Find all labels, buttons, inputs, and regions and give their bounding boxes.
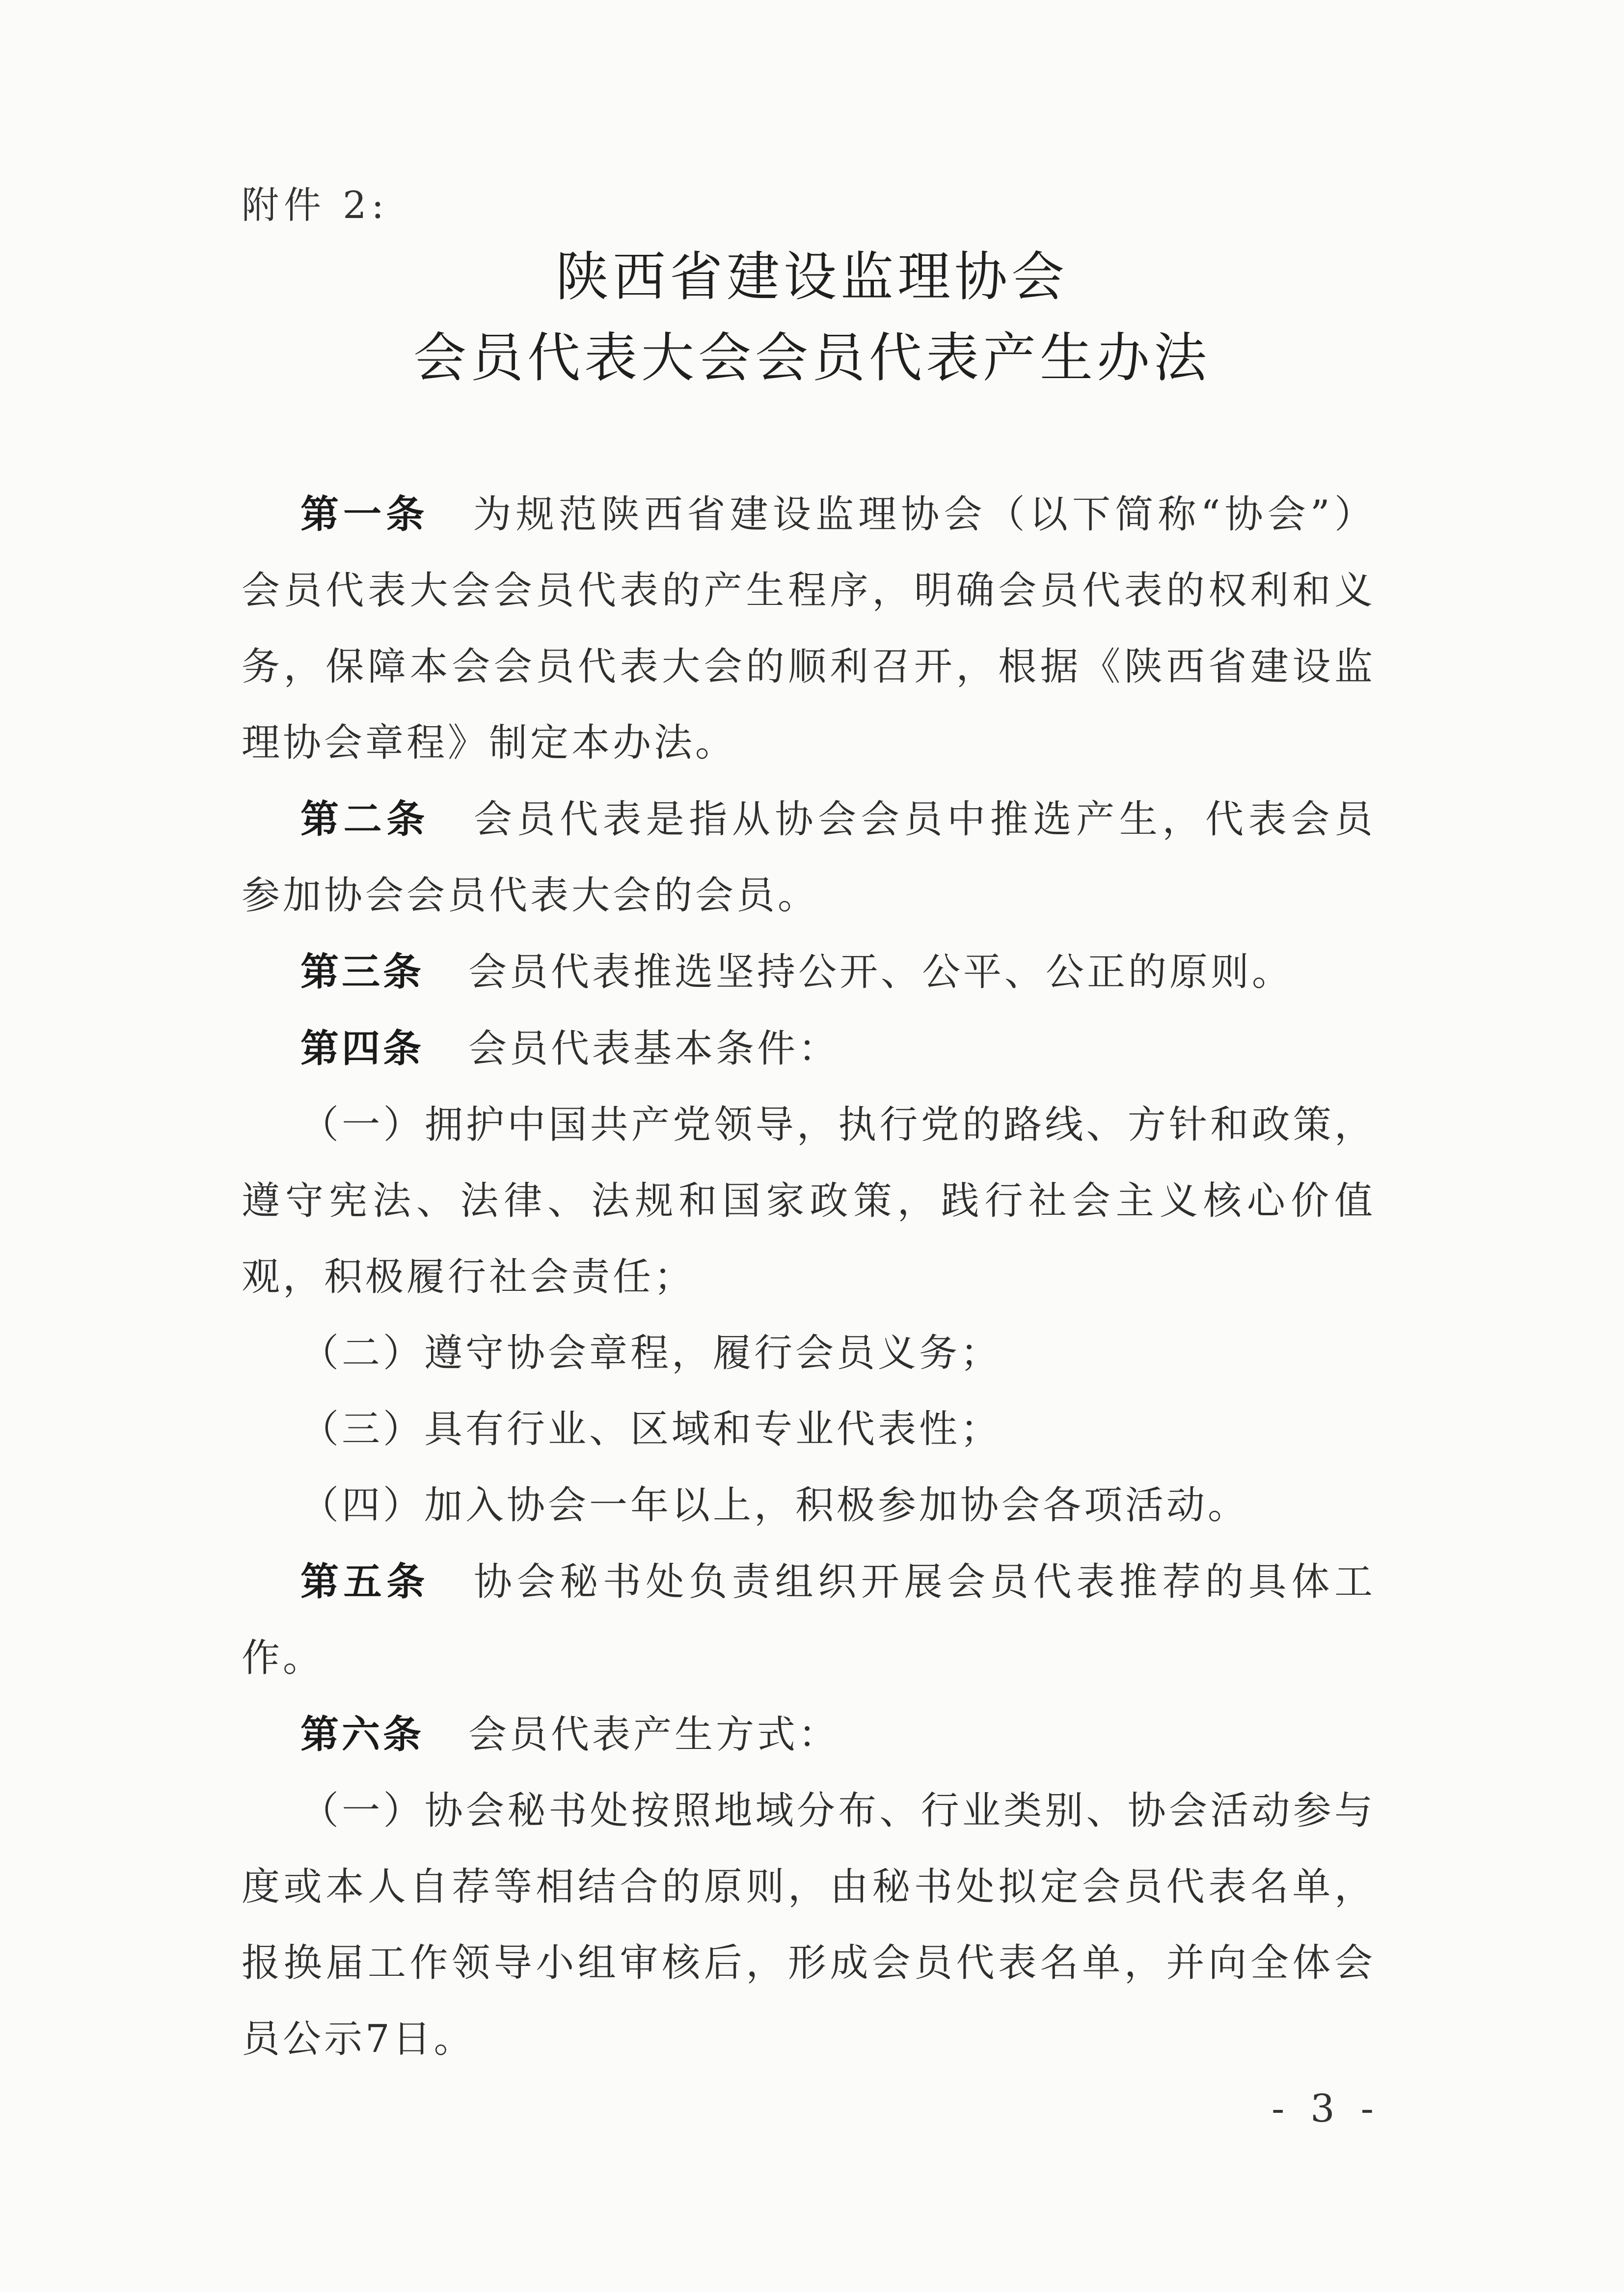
article-6 bbox=[242, 1696, 1376, 1773]
article-text: 会员代表是指从协会会员中推选产生，代表会员参加协会会员代表大会的会员。 bbox=[242, 797, 1376, 918]
attachment-label: 附件 2: bbox=[242, 183, 389, 227]
article-text: 会员代表推选坚持公开、公平、公正的原则。 bbox=[468, 950, 1294, 994]
article-number: 第五条 bbox=[300, 1559, 430, 1604]
article-number: 第四条 bbox=[300, 1026, 425, 1071]
document-body bbox=[242, 476, 1376, 2077]
condition-item: （二）遵守协会章程，履行会员义务； bbox=[300, 1331, 1002, 1375]
article-text: 为规范陕西省建设监理协会（以下简称“协会”）会员代表大会会员代表的产生程序，明确会员代表的权利和义务，保障本会会员代表大会的顺利召开，根据《陕西省建设监理协会章程》制定本办法。 bbox=[242, 492, 1376, 765]
article-text: 协会秘书处负责组织开展会员代表推荐的具体工作。 bbox=[242, 1560, 1376, 1680]
article-5 bbox=[242, 1544, 1376, 1696]
document-title-line-1: 陕西省建设监理协会 bbox=[555, 246, 1068, 308]
article-number: 第二条 bbox=[300, 797, 430, 842]
article-number: 第三条 bbox=[300, 950, 425, 994]
article-1 bbox=[242, 476, 1376, 781]
condition-item: （四）加入协会一年以上，积极参加协会各项活动。 bbox=[300, 1483, 1249, 1528]
condition-item: （三）具有行业、区域和专业代表性； bbox=[300, 1407, 1002, 1451]
method-item: （一）协会秘书处按照地域分布、行业类别、协会活动参与度或本人自荐等相结合的原则，由秘书处拟定会员代表名单，报换届工作领导小组审核后，形成会员代表名单，并向全体会员公示7日。 bbox=[242, 1789, 1376, 2061]
document-title-line-2: 会员代表大会会员代表产生办法 bbox=[413, 327, 1211, 389]
article-text: 会员代表产生方式： bbox=[468, 1713, 840, 1757]
condition-item: （一）拥护中国共产党领导，执行党的路线、方针和政策，遵守宪法、法律、法规和国家政策，践行社会主义核心价值观，积极履行社会责任； bbox=[242, 1103, 1376, 1299]
article-3 bbox=[242, 934, 1376, 1010]
article-2 bbox=[242, 781, 1376, 934]
article-number: 第六条 bbox=[300, 1712, 425, 1757]
article-number: 第一条 bbox=[300, 492, 429, 537]
article-text: 会员代表基本条件： bbox=[468, 1027, 840, 1071]
page-number: - 3 - bbox=[1272, 2087, 1380, 2131]
article-4 bbox=[242, 1010, 1376, 1087]
